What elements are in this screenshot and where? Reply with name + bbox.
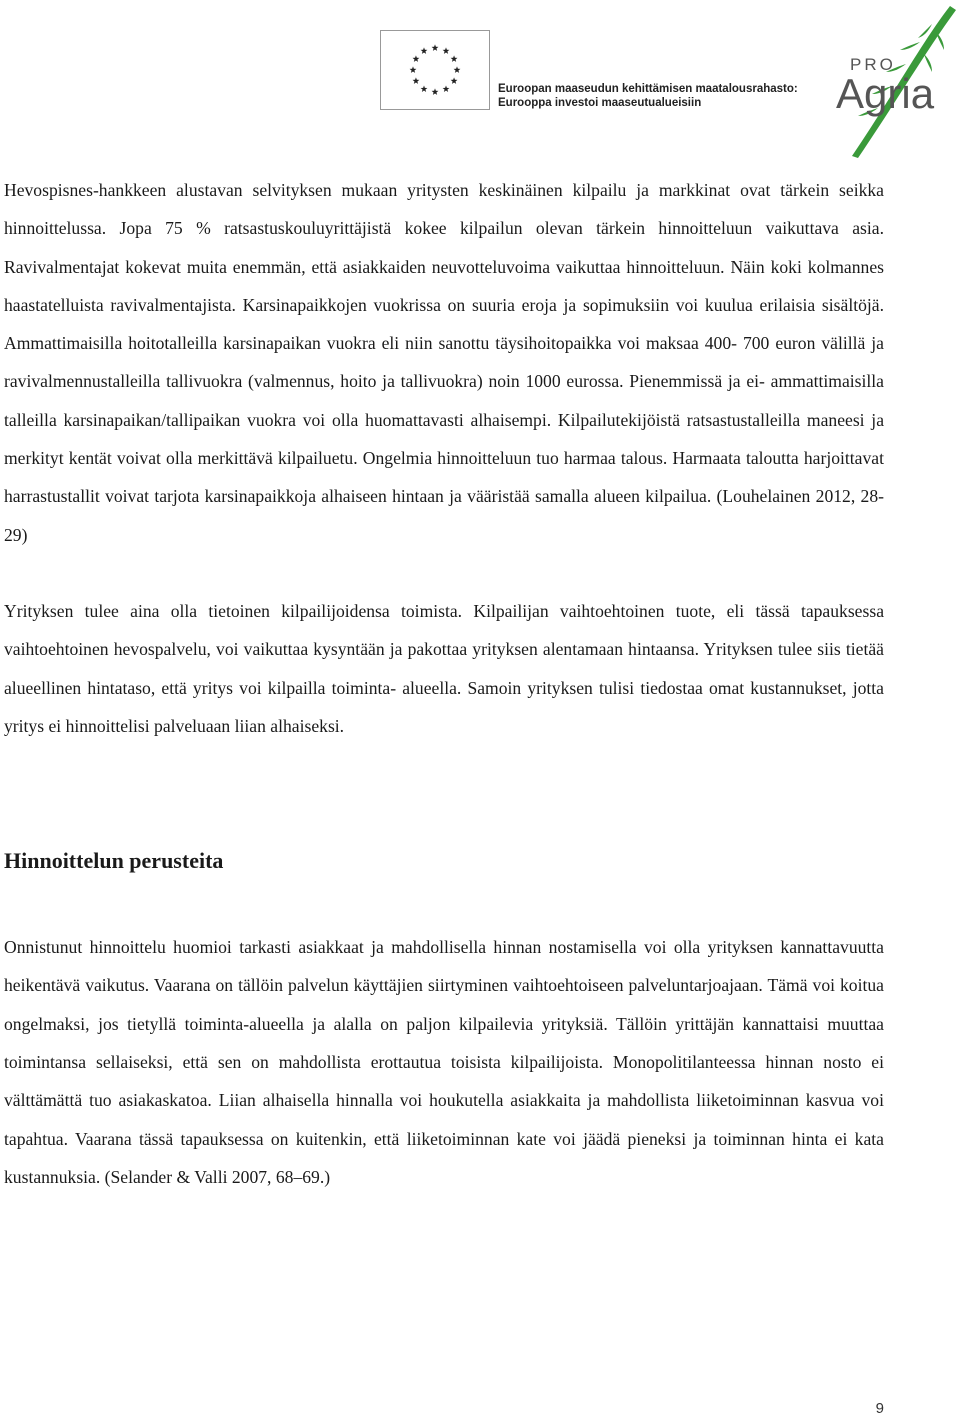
document-body bbox=[4, 171, 884, 1196]
body-paragraph: Yrityksen tulee aina olla tietoinen kilpailijoidensa toimista. Kilpailijan vaihtoehtoinen tuote, eli tässä tapauksessa vaihtoehtoinen hevospalvelu, voi vaikuttaa kysyntään ja pakottaa yrityksen alentamaan hintaansa. Yrityksen tulee siis tietää alueellinen hintataso, että yritys voi kilpailla toiminta- alueella. Samoin yrityksen tulisi tiedostaa omat kustannukset, jotta yritys ei hinnoittelisi palveluaan liian alhaiseksi. bbox=[4, 600, 884, 736]
logo-agria-text: Agria bbox=[836, 70, 935, 117]
page-number: 9 bbox=[875, 1400, 884, 1417]
logo-pro-text: PRO bbox=[850, 55, 896, 74]
section-heading: Hinnoittelun perusteita bbox=[4, 848, 224, 874]
eu-funding-line-2: Eurooppa investoi maaseutualueisiin bbox=[498, 97, 702, 109]
eu-funding-line-1: Euroopan maaseudun kehittämisen maatalousrahasto: bbox=[498, 83, 798, 95]
eu-flag-logo bbox=[380, 30, 490, 110]
body-paragraph: Hevospisnes-hankkeen alustavan selvityksen mukaan yritysten keskinäinen kilpailu ja markkinat ovat tärkein seikka hinnoittelussa. Jopa 75 % ratsastuskouluyrittäjistä kokee kilpailun olevan tärkein hinnoitteluun vaikuttava asia. Ravivalmentajat kokevat muita enemmän, että asiakkaiden neuvotteluvoima vaikuttaa hinnoitteluun. Näin koki kolmannes haastatelluista ravivalmentajista. Karsinapaikkojen vuokrissa on suuria eroja ja sopimuksiin voi kuulua erilaisia sisältöjä. Ammattimaisilla hoitotalleilla karsinapaikan vuokra eli niin sanottu täysihoitopaikka voi maksaa 400- 700 euron välillä ja ravivalmennustalleilla tallivuokra (valmennus, hoito ja tallivuokra) noin 1000 eurossa. Pienemmissä ja ei- ammattimaisilla talleilla karsinapaikan/tallipaikan vuokra voi olla huomattavasti alhaisempi. Kilpailutekijöistä ratsastustalleilla maneesi ja merkityt kentät voivat olla merkittävä kilpailuetu. Ongelmia hinnoitteluun tuo harmaa talous. Harmaata taloutta harjoittavat harrastustallit voivat tarjota karsinapaikkoja alhaiseen hintaan ja vääristää samalla alueen kilpailua. (Louhelainen 2012, 28-29) bbox=[4, 180, 884, 545]
proagria-logo bbox=[832, 2, 960, 160]
eu-funding-text bbox=[498, 82, 798, 110]
body-paragraph: Onnistunut hinnoittelu huomioi tarkasti asiakkaat ja mahdollisella hinnan nostamisella voi olla yrityksen kannattavuutta heikentävä vaikutus. Vaarana on tällöin palvelun käyttäjien siirtyminen vaihtoehtoiseen palveluntarjoajaan. Tämä voi koitua ongelmaksi, jos tietyllä toiminta-alueella ja alalla on paljon kilpailevia yrityksiä. Tällöin yrittäjän kannattaisi muuttaa toimintansa sellaiseksi, että sen on mahdollista erottautua toisista kilpailijoista. Monopolitilanteessa hinnan nosto ei välttämättä tuo asiakaskatoa. Liian alhaisella hinnalla voi houkutella asiakkaita ja mahdollista liiketoiminnan kasvua voi tapahtua. Vaarana tässä tapauksessa on kuitenkin, että liiketoiminnan kate voi jäädä pieneksi ja toiminnan hinta ei kata kustannuksia. (Selander & Valli 2007, 68–69.) bbox=[4, 937, 884, 1187]
page-header bbox=[0, 0, 960, 160]
